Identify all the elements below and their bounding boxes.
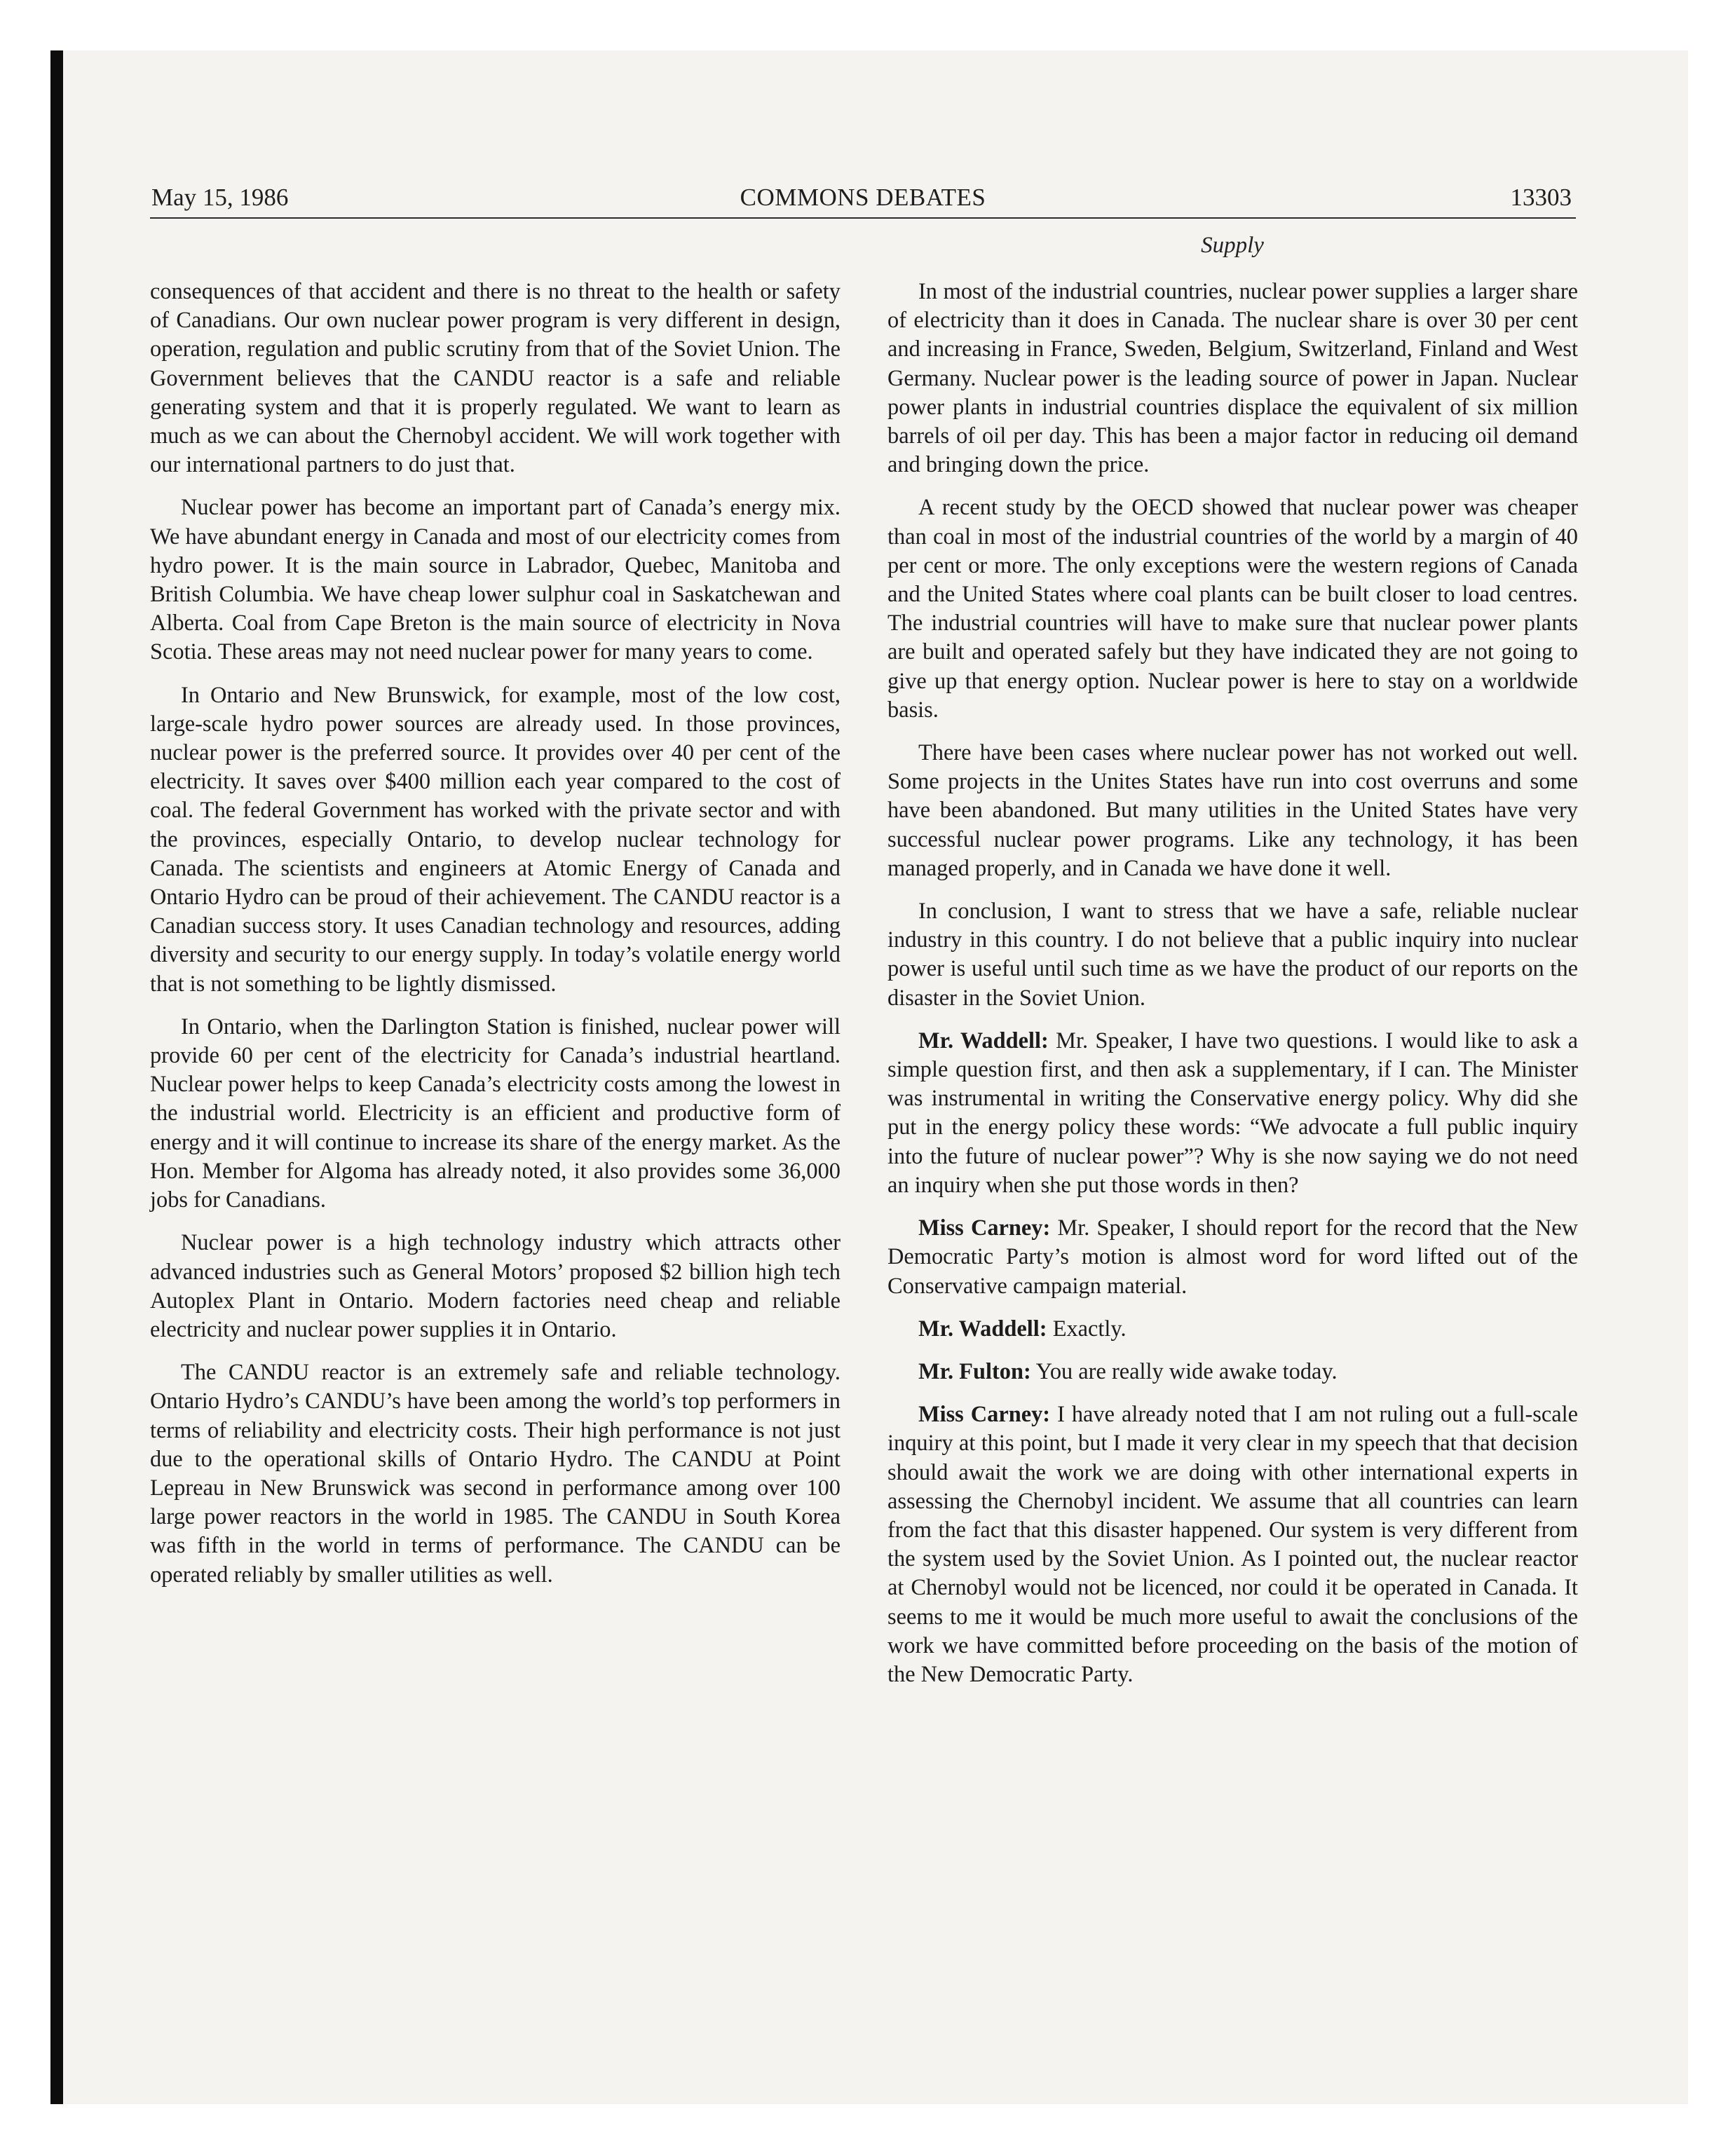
scan-edge-shadow: [50, 50, 63, 2104]
header-date: May 15, 1986: [151, 184, 289, 211]
paragraph: [887, 278, 1578, 479]
paragraph: [887, 739, 1578, 883]
paragraph: In Ontario and New Brunswick, for example, most of the low cost, large-scale hydro power sources are already used. In those provinces, nuclear power is the preferred source. It provides over 40 per cent of the electricity. It saves over $400 million each year compared to the cost of coal. The federal Government has worked with the private sector and with the provinces, especially Ontario, to develop nuclear technology for Canada. The scientists and engineers at Atomic Energy of Canada and Ontario Hydro can be proud of their achievement. The CANDU reactor is a Canadian success story. It uses Canadian technology and resources, adding diversity and security to our energy supply. In today’s volatile energy world that is not something to be lightly dismissed.: [150, 682, 841, 997]
speech-paragraph: [887, 1214, 1578, 1301]
left-column: [150, 278, 841, 1604]
header-title: COMMONS DEBATES: [740, 184, 986, 211]
speech-text: Mr. Speaker, I have two questions. I would like to ask a simple question first, and then ask a supplementary, if I can. The Minister was instrumental in writing the Conservative energy policy. Why did she put in the energy policy these words: “We advocate a full public inquiry into the future of nuclear power”? Why is she now saying we do not need an inquiry when she put those words in then?: [887, 1028, 1578, 1198]
speech-text: Mr. Speaker, I should report for the record that the New Democratic Party’s motion is almost word for word lifted out of the Conservative campaign material.: [887, 1215, 1578, 1299]
speaker-name: Miss Carney:: [918, 1402, 1051, 1428]
speaker-name: Mr. Waddell:: [918, 1028, 1049, 1053]
speech-text: I have already noted that I am not ruling out a full-scale inquiry at this point, but I made it very clear in my speech that that decision should await the work we are doing with other international experts in assessing the Chernobyl incident. We assume that all countries can learn from the fact that this disaster happened. Our system is very different from the system used by the Soviet Union. As I pointed out, the nuclear reactor at Chernobyl would not be licenced, nor could it be operated in Canada. It seems to me it would be much more useful to await the conclusions of the work we have committed before proceeding on the basis of the motion of the New Democratic Party.: [887, 1402, 1578, 1687]
speech-paragraph: [887, 1027, 1578, 1200]
paragraph: In Ontario, when the Darlington Station is finished, nuclear power will provide 60 per cent of the electricity for Canada’s industrial heartland. Nuclear power helps to keep Canada’s electricity costs among the lowest in the industrial world. Electricity is an efficient and productive form of energy and it will continue to increase its share of the energy market. As the Hon. Member for Algoma has already noted, it also provides some 36,000 jobs for Canadians.: [150, 1014, 841, 1213]
speaker-name: Miss Carney:: [918, 1215, 1051, 1241]
speaker-name: Mr. Waddell:: [918, 1316, 1047, 1342]
paragraph: [887, 493, 1578, 725]
paragraph: Nuclear power is a high technology industry which attracts other advanced industries such as General Motors’ proposed $2 billion high tech Autoplex Plant in Ontario. Modern factories need cheap and reliable electricity and nuclear power supplies it in Ontario.: [150, 1230, 841, 1342]
speech-text: Exactly.: [1052, 1316, 1127, 1342]
section-subheader: Supply: [1201, 233, 1264, 258]
paragraph: The CANDU reactor is an extremely safe and reliable technology. Ontario Hydro’s CANDU’s have been among the world’s top performers in terms of reliability and electricity costs. Their high performance is not just due to the operational skills of Ontario Hydro. The CANDU at Point Lepreau in New Brunswick was second in performance among over 100 large power reactors in the world in 1985. The CANDU in South Korea was fifth in the world in terms of performance. The CANDU can be operated reliably by smaller utilities as well.: [150, 1360, 841, 1588]
paragraph-text: A recent study by the OECD showed that nuclear power was cheaper than coal in most of the industrial countries of the world by a margin of 40 per cent or more. The only exceptions were the western regions of Canada and the United States where coal plants can be built closer to load centres. The industrial countries will have to make sure that nuclear power plants are built and operated safely but they have indicated they are not going to give up that energy option. Nuclear power is here to stay on a worldwide basis.: [887, 495, 1578, 723]
speech-paragraph: [887, 1358, 1578, 1386]
speaker-name: Mr. Fulton:: [918, 1358, 1031, 1384]
speech-text: You are really wide awake today.: [1035, 1358, 1338, 1384]
paragraph-text: In most of the industrial countries, nuclear power supplies a larger share of electricity than it does in Canada. The nuclear share is over 30 per cent and increasing in France, Sweden, Belgium, Switzerland, Finland and West Germany. Nuclear power is the leading source of power in Japan. Nuclear power plants in industrial countries displace the equivalent of six million barrels of oil per day. This has been a major factor in reducing oil demand and bringing down the price.: [887, 279, 1578, 478]
speech-paragraph: [887, 1315, 1578, 1344]
header-page-number: 13303: [1510, 184, 1572, 211]
paragraph-text: There have been cases where nuclear power has not worked out well. Some projects in the Unites States have run into cost overruns and some have been abandoned. But many utilities in the United States have very successful nuclear power programs. Like any technology, it has been managed properly, and in Canada we have done it well.: [887, 740, 1578, 881]
running-header: [150, 182, 1576, 219]
paragraph: Nuclear power has become an important part of Canada’s energy mix. We have abundant energy in Canada and most of our electricity comes from hydro power. It is the main source in Labrador, Quebec, Manitoba and British Columbia. We have cheap lower sulphur coal in Saskatchewan and Alberta. Coal from Cape Breton is the main source of electricity in Nova Scotia. These areas may not need nuclear power for many years to come.: [150, 495, 841, 665]
speech-paragraph: [887, 1400, 1578, 1689]
paragraph: consequences of that accident and there is no threat to the health or safety of Canadians. Our own nuclear power program is very different in design, operation, regulation and public scrutiny from that of the Soviet Union. The Government believes that the CANDU reactor is a safe and reliable generating system and that it is properly regulated. We want to learn as much as we can about the Chernobyl accident. We will work together with our international partners to do just that.: [150, 279, 841, 478]
right-column: [887, 278, 1578, 1703]
paragraph: [887, 897, 1578, 1013]
paragraph-text: In conclusion, I want to stress that we have a safe, reliable nuclear industry in this country. I do not believe that a public inquiry into nuclear power is useful until such time as we have the product of our reports on the disaster in the Soviet Union.: [887, 899, 1578, 1011]
